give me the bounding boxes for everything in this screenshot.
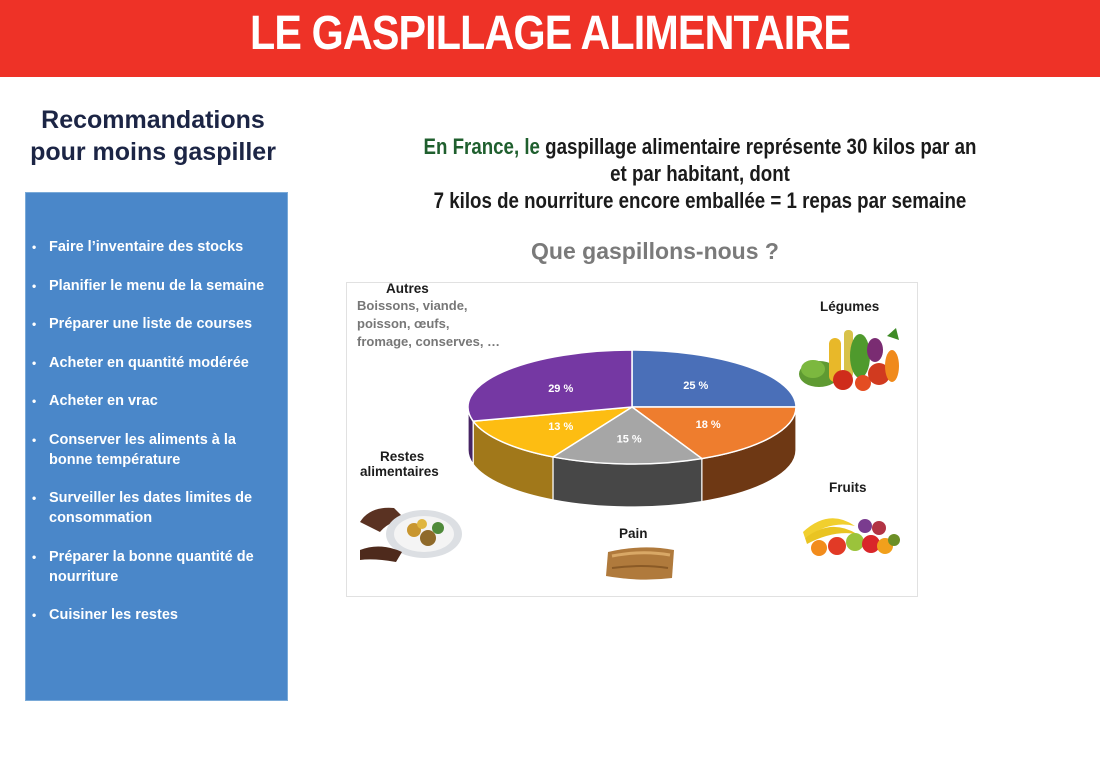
recommendation-item	[32, 314, 284, 334]
recommendations-list	[32, 237, 284, 644]
recommendation-item	[32, 237, 284, 257]
recommendation-text-line2: consommation	[49, 510, 153, 526]
bullet-icon: •	[32, 317, 37, 331]
recommendations-title	[0, 104, 306, 168]
intro-highlight: En France, le	[423, 134, 540, 159]
bullet-icon: •	[32, 355, 37, 370]
pie-value-label: 25 %	[683, 379, 709, 392]
label-autres-detail-3: fromage, conserves, …	[357, 334, 501, 349]
bullet-icon: •	[32, 608, 37, 622]
bullet-icon: •	[32, 491, 37, 505]
recommendation-item	[32, 547, 284, 587]
recommendation-text-line1: Acheter en vrac	[49, 393, 158, 409]
label-fruits: Fruits	[829, 480, 867, 495]
recommendation-text-line1: Préparer la bonne quantité de	[49, 548, 254, 565]
label-pain: Pain	[619, 526, 648, 541]
pie-tops	[468, 350, 796, 464]
recommendation-text-line1: Cuisiner les restes	[49, 607, 178, 623]
label-autres-detail-2: poisson, œufs,	[357, 316, 450, 331]
chart-title: Que gaspillons-nous ?	[531, 238, 779, 264]
bullet-icon: •	[32, 549, 37, 564]
intro-line3: 7 kilos de nourriture encore emballée = 1 repas par semaine	[433, 188, 967, 213]
recommendations-panel	[25, 192, 288, 701]
bullet-icon: •	[32, 240, 37, 254]
recommendation-text-line1: Préparer une liste de courses	[49, 316, 253, 332]
recommendation-item	[32, 391, 284, 411]
recommendation-text-line1: Faire l’inventaire des stocks	[49, 239, 244, 255]
bullet-icon: •	[32, 432, 37, 447]
recommendation-text-line1: Acheter en quantité modérée	[49, 354, 249, 371]
pie-chart	[460, 345, 810, 525]
pie-value-label: 18 %	[695, 418, 721, 431]
recommendations-title-line2: pour moins gaspiller	[30, 138, 276, 166]
recommendation-item	[32, 353, 284, 373]
recommendation-text-line1: Surveiller les dates limites de	[49, 490, 253, 506]
intro-line1	[403, 133, 998, 160]
pie-value-label: 13 %	[548, 421, 574, 434]
label-legumes: Légumes	[820, 299, 880, 314]
recommendation-text-line1: Planifier le menu de la semaine	[49, 277, 265, 294]
pie-value-label: 15 %	[616, 433, 642, 446]
label-restes-line2: alimentaires	[360, 464, 439, 479]
pie-value-label: 29 %	[548, 382, 574, 395]
label-autres: Autres	[386, 281, 429, 296]
label-autres-detail-1: Boissons, viande,	[357, 298, 468, 313]
bullet-icon: •	[32, 278, 37, 293]
recommendation-item	[32, 605, 284, 625]
leftovers-illustration	[360, 498, 466, 564]
recommendation-text-line2: bonne température	[49, 451, 181, 468]
recommendation-text-line1: Conserver les aliments à la	[49, 431, 236, 448]
intro-text	[403, 133, 998, 214]
recommendation-item	[32, 430, 284, 470]
bullet-icon: •	[32, 394, 37, 408]
recommendation-item	[32, 276, 284, 296]
bread-illustration	[606, 546, 676, 582]
vegetables-illustration	[799, 326, 903, 392]
fruits-illustration	[799, 502, 903, 558]
intro-line1-rest: gaspillage alimentaire représente 30 kilos par an	[545, 134, 977, 159]
page-title: LE GASPILLAGE ALIMENTAIRE	[249, 7, 850, 60]
intro-line2: et par habitant, dont	[610, 161, 790, 186]
recommendation-text-line2: nourriture	[49, 568, 119, 585]
pie-slice-légumes	[632, 350, 796, 407]
header-banner	[0, 0, 1100, 77]
recommendations-title-line1: Recommandations	[41, 106, 265, 134]
label-restes-line1: Restes	[380, 449, 425, 464]
recommendation-item	[32, 488, 284, 528]
